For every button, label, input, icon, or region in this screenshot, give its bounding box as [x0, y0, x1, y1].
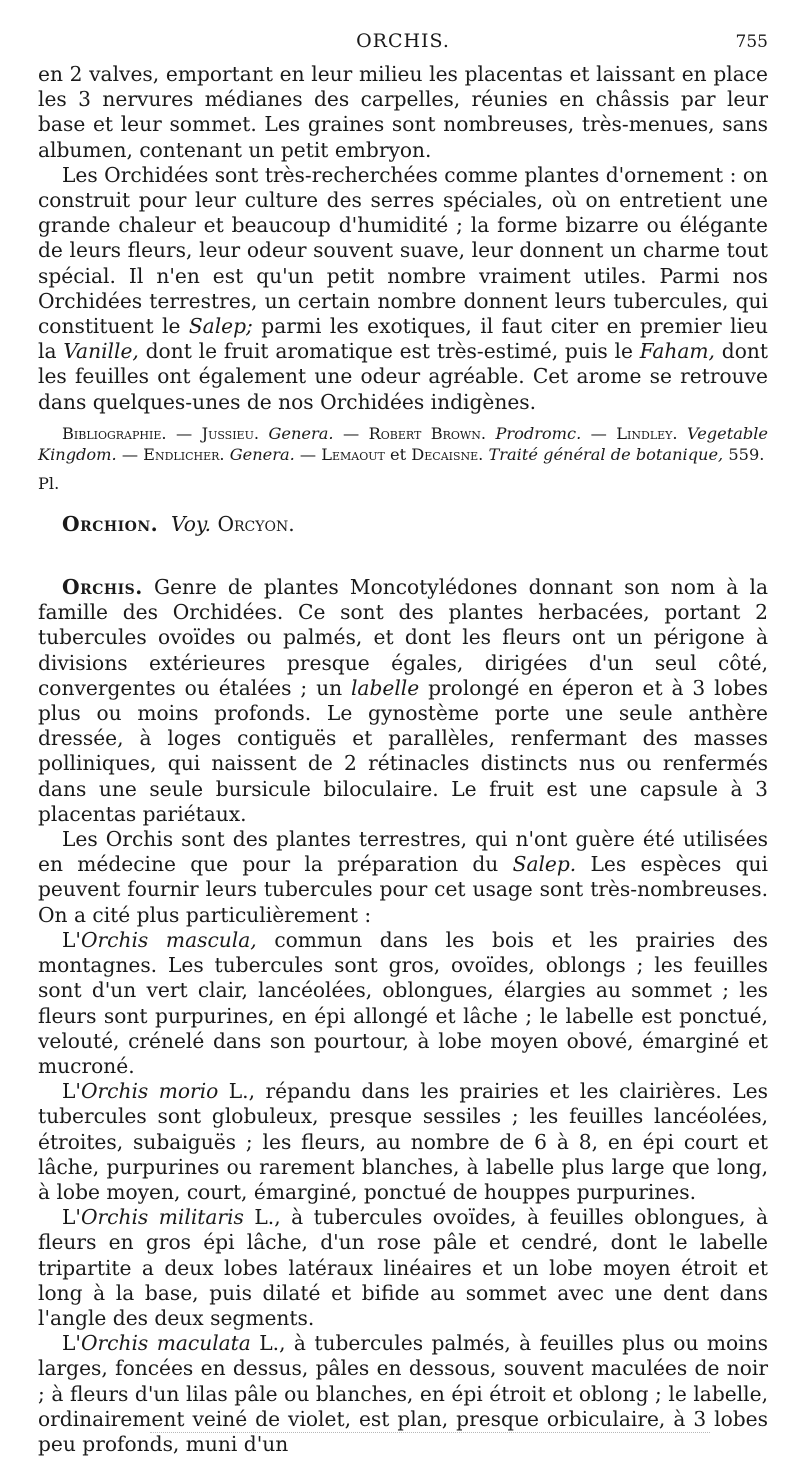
species-authority: L., [250, 1331, 286, 1356]
text-run: Les Orchidées sont très-recherchées comme plantes d'ornement : on construit pour leur culture des serres spéciales, où on entretient une grande chaleur et beaucoup d'humidité ; la forme bizarre ou élégante de leurs fleurs, leur odeur souvent suave, leur donnent un charme tout spécial. Il n'en est qu'un petit nombre vraiment utiles. Parmi nos Orchidées terrestres, un certain nombre donnent leurs tubercules, qui constituent le [38, 162, 768, 339]
page-ref: 559. [723, 444, 765, 464]
species-description: commun dans les bois et les prairies des montagnes. Les tubercules sont gros, ovoïdes, oblongs ; les feuilles sont d'un vert clair, lancéolées, oblongues, élargies au sommet ; les fleurs sont purpurines, en épi allongé et lâche ; le labelle est ponctué, velouté, crénelé dans son pourtour, à lobe moyen obové, émarginé et mucroné. [38, 927, 769, 1078]
separator: — [581, 423, 617, 443]
author: Lindley. [616, 423, 678, 443]
separator: — [294, 444, 322, 464]
species-paragraph [38, 1205, 768, 1331]
separator: — [116, 444, 144, 464]
separator: — [166, 423, 202, 443]
species-name: Orchis morio [80, 1079, 219, 1104]
species-description: à tubercules palmés, à feuilles plus ou moins larges, foncées en dessus, pâles en dessous, souvent maculées de noir ; à fleurs d'un lilas pâle ou blanches, en épi étroit et oblong ; le labelle, ordinairement veiné de violet, est plan, presque orbiculaire, à 3 lobes peu profonds, muni d'un [38, 1331, 768, 1456]
author: Endlicher. [143, 444, 225, 464]
species-authority: L., [243, 1205, 281, 1230]
term-labelle: labelle [350, 675, 420, 700]
conjunction: et [384, 444, 412, 464]
species-authority: L., [218, 1079, 256, 1104]
species-paragraph [38, 928, 768, 1079]
article: L' [62, 1079, 81, 1104]
bleed-through-line [150, 1432, 710, 1434]
entry-headword: Orchion. [62, 511, 159, 536]
article: L' [62, 1205, 81, 1230]
author: Jussieu. [201, 423, 260, 443]
term-vanille: Vanille, [63, 339, 139, 364]
species-name: Orchis mascula, [80, 927, 257, 952]
term-salep: Salep; [188, 314, 253, 339]
author: Decaisne. [411, 444, 484, 464]
text-run: Les Orchis sont des plantes terrestres, qui n'ont guère été utilisées en médecine que pour la préparation du [38, 827, 768, 877]
text-run: dont les feuilles ont également une odeur agréable. Cet arome se retrouve dans quelques-unes de nos Orchidées indigènes. [38, 339, 768, 414]
author-signature: Pl. [38, 473, 60, 493]
text-run: prolongé en éperon et à 3 lobes plus ou moins profonds. Le gynostème porte une seule anthère dressée, à loges contiguës et parallèles, renfermant des masses polliniques, qui naissent de 2 rétinacles distincts nus ou renfermés dans une seule bursicule biloculaire. Le fruit est une capsule à 3 placentas pariétaux. [38, 675, 768, 826]
cross-ref-target: Orcyon. [217, 511, 295, 536]
page-number: 755 [735, 32, 768, 52]
work-title: Vegetable Kingdom. [38, 423, 769, 464]
bibliography-label: Bibliographie. [62, 423, 167, 443]
running-title: ORCHIS. [356, 30, 450, 52]
species-paragraph [38, 1079, 768, 1205]
work-title: Prodromc. [495, 423, 582, 443]
species-name: Orchis maculata [80, 1331, 251, 1356]
entry-headword: Orchis. [62, 575, 143, 600]
continuation-paragraph: en 2 valves, emportant en leur milieu les placentas et laissant en place les 3 nervures médianes des carpelles, réunies en châssis par leur base et leur sommet. Les graines sont nombreuses, très-menues, sans albumen, contenant un petit embryon. [38, 62, 768, 162]
spacer [38, 537, 768, 575]
author: Lemaout [321, 444, 385, 464]
bibliography [38, 423, 768, 465]
text-run: parmi les exotiques, il faut citer en premier lieu la [38, 314, 768, 364]
author: Robert Brown. [368, 423, 487, 443]
separator: — [333, 423, 369, 443]
entry-orchion [38, 512, 768, 537]
species-description: à tubercules ovoïdes, à feuilles oblongues, à fleurs en gros épi lâche, d'un rose pâle et cendré, dont le labelle tripartite a deux lobes latéraux linéaires et un lobe moyen étroit et long à la base, puis dilaté et bifide au sommet avec une dent dans l'angle des deux segments. [38, 1205, 768, 1330]
work-title: Genera. [229, 444, 295, 464]
page-header [38, 30, 768, 56]
work-title: Genera. [268, 423, 334, 443]
text-run: Les espèces qui peuvent fournir leurs tubercules pour cet usage sont très-nombreuses. On a cité plus particulièrement : [38, 852, 768, 927]
text-run: dont le fruit aromatique est très-estimé, puis le [138, 339, 640, 364]
work-title: Traité général de botanique, [488, 444, 724, 464]
orchis-usage-paragraph [38, 827, 768, 928]
species-description: répandu dans les prairies et les clairières. Les tubercules sont globuleux, presque sessiles ; les feuilles lancéolées, étroites, subaiguës ; les fleurs, au nombre de 6 à 8, en épi court et lâche, purpurines ou rarement blanches, à labelle plus large que long, à lobe moyen, court, émarginé, ponctué de houppes purpurines. [38, 1079, 768, 1204]
orchidees-uses-paragraph [38, 163, 768, 415]
article: L' [62, 927, 81, 952]
text-run: Genre de plantes Moncotylédones donnant son nom à la famille des Orchidées. Ce sont des plantes herbacées, portant 2 tubercules ovoïdes ou palmés, et dont les fleurs ont un périgone à divisions extérieures presque égales, dirigées d'un seul côté, convergentes ou étalées ; un [38, 575, 768, 700]
cross-ref-label: Voy. [171, 511, 212, 536]
page-body [38, 62, 768, 1457]
article: L' [62, 1331, 81, 1356]
term-faham: Faham, [639, 339, 715, 364]
term-salep: Salep. [512, 852, 577, 877]
species-paragraph [38, 1331, 768, 1457]
species-name: Orchis militaris [80, 1205, 244, 1230]
entry-orchis [38, 575, 768, 827]
